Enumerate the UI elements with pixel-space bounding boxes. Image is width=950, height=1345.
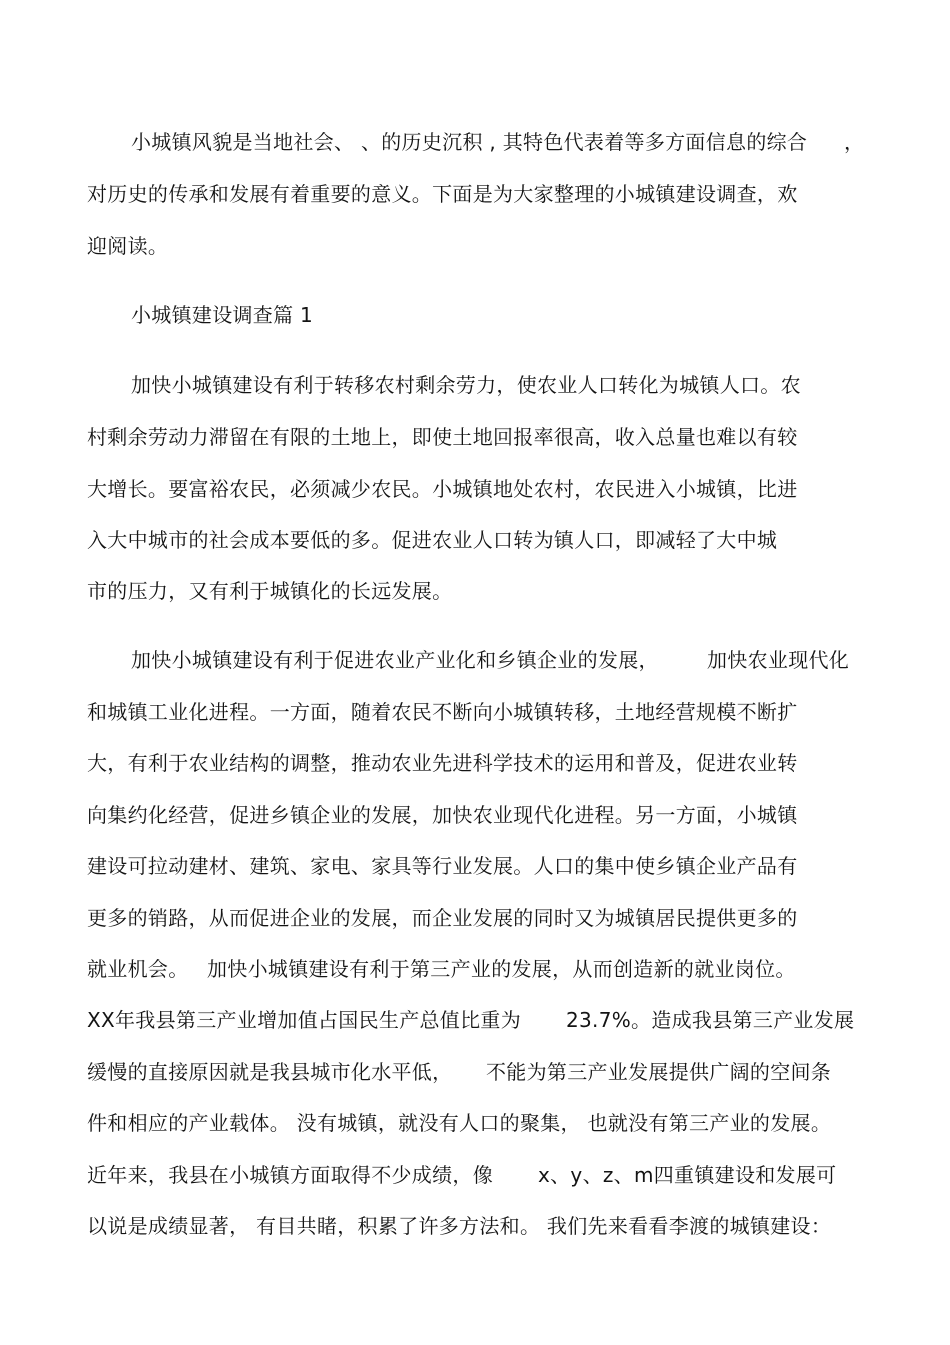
para2-line-12: 以说是成绩显著， 有目共睹，积累了许多方法和。 我们先来看看李渡的城镇建设： xyxy=(87,1214,832,1238)
intro-line-2: 对历史的传承和发展有着重要的意义。下面是为大家整理的小城镇建设调查，欢 xyxy=(87,182,798,206)
para2-line-11a: 近年来，我县在小城镇方面取得不少成绩，像 xyxy=(87,1163,493,1187)
para1-line-5: 市的压力，又有利于城镇化的长远发展。 xyxy=(87,579,453,603)
para2-line-7b: 加快小城镇建设有利于第三产业的发展，从而创造新的就业岗位。 xyxy=(207,957,796,981)
para1-line-1: 加快小城镇建设有利于转移农村剩余劳力，使农业人口转化为城镇人口。农 xyxy=(131,373,801,397)
para2-line-7a: 就业机会。 xyxy=(87,957,189,981)
para2-line-1a: 加快小城镇建设有利于促进农业产业化和乡镇企业的发展， xyxy=(131,648,659,672)
para1-line-2: 村剩余劳动力滞留在有限的土地上，即使土地回报率很高，收入总量也难以有较 xyxy=(87,425,798,449)
para1-line-3: 大增长。要富裕农民，必须减少农民。小城镇地处农村，农民进入小城镇，比进 xyxy=(87,477,798,501)
para2-line-5: 建设可拉动建材、建筑、家电、家具等行业发展。人口的集中使乡镇企业产品有 xyxy=(87,854,798,878)
intro-line-1-comma: ， xyxy=(844,130,865,154)
para2-line-2: 和城镇工业化进程。一方面，随着农民不断向小城镇转移，土地经营规模不断扩 xyxy=(87,700,798,724)
para2-line-9a: 缓慢的直接原因就是我县城市化水平低， xyxy=(87,1060,453,1084)
para2-line-3: 大，有利于农业结构的调整，推动农业先进科学技术的运用和普及，促进农业转 xyxy=(87,751,798,775)
para2-line-9b: 不能为第三产业发展提供广阔的空间条 xyxy=(486,1060,832,1084)
para2-line-10: 件和相应的产业载体。 没有城镇，就没有人口的聚集， 也就没有第三产业的发展。 xyxy=(87,1111,832,1135)
intro-line-1: 小城镇风貌是当地社会、 、的历史沉积 , 其特色代表着等多方面信息的综合 xyxy=(131,130,808,154)
para2-line-6: 更多的销路，从而促进企业的发展，而企业发展的同时又为城镇居民提供更多的 xyxy=(87,906,798,930)
section-heading: 小城镇建设调查篇 1 xyxy=(131,303,314,327)
para2-line-8a: XX年我县第三产业增加值占国民生产总值比重为 xyxy=(87,1008,522,1032)
para2-line-8b: 23.7%。造成我县第三产业发展 xyxy=(566,1008,855,1032)
intro-line-3: 迎阅读。 xyxy=(87,234,169,258)
para2-line-1b: 加快农业现代化 xyxy=(707,648,850,672)
para1-line-4: 入大中城市的社会成本要低的多。促进农业人口转为镇人口，即减轻了大中城 xyxy=(87,528,778,552)
para2-line-11b: x、y、z、m四重镇建设和发展可 xyxy=(538,1163,837,1187)
para2-line-4: 向集约化经营，促进乡镇企业的发展，加快农业现代化进程。另一方面，小城镇 xyxy=(87,803,798,827)
